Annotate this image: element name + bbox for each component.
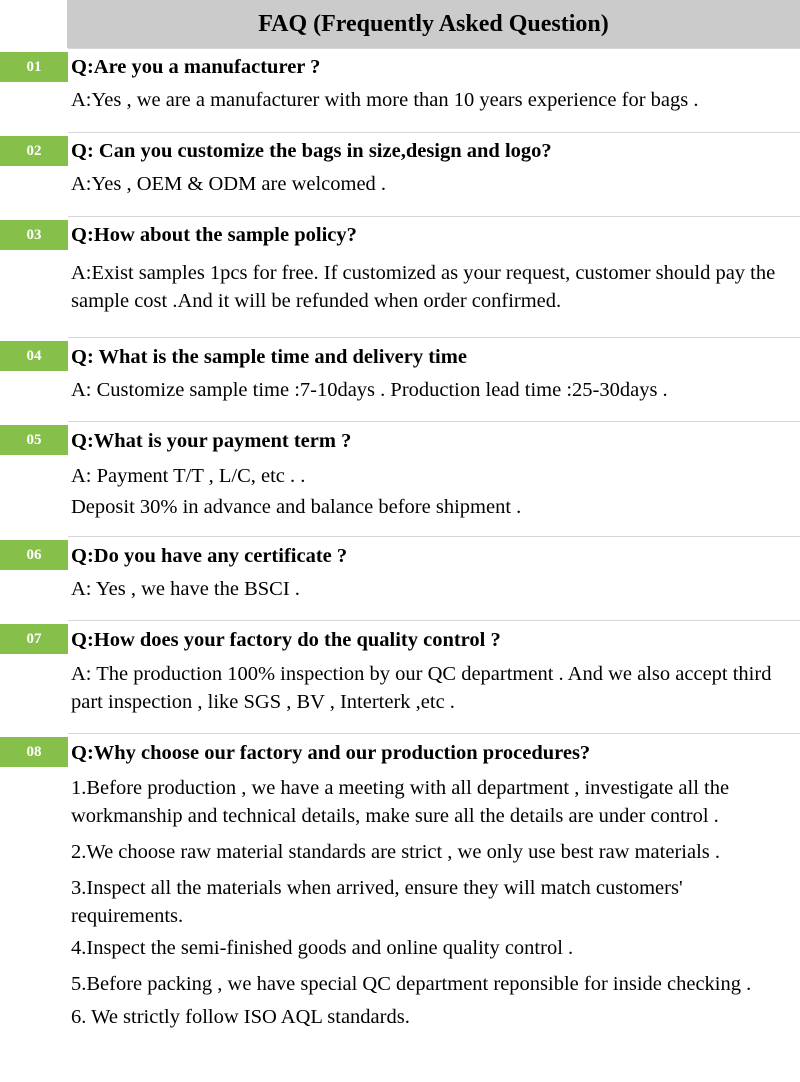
faq-answer xyxy=(71,774,799,1031)
faq-answer-line: 2.We choose raw material standards are strict , we only use best raw materials . xyxy=(71,841,720,863)
faq-question: Q:Do you have any certificate ? xyxy=(71,545,348,567)
faq-question: Q:Are you a manufacturer ? xyxy=(71,56,321,78)
faq-answer-line: A: The production 100% inspection by our QC department . And we also accept third part inspection , like SGS , BV , Interterk ,etc . xyxy=(71,663,772,713)
faq-answer xyxy=(71,462,799,521)
faq-answer xyxy=(71,170,799,198)
faq-answer-line: 6. We strictly follow ISO AQL standards. xyxy=(71,1006,410,1028)
faq-question: Q:How does your factory do the quality control ? xyxy=(71,629,501,651)
faq-question: Q: What is the sample time and delivery time xyxy=(71,346,467,368)
faq-answer-line: A: Customize sample time :7-10days . Production lead time :25-30days . xyxy=(71,379,668,401)
faq-number-badge: 01 xyxy=(0,52,68,82)
divider xyxy=(68,620,800,621)
faq-question: Q:What is your payment term ? xyxy=(71,430,352,452)
faq-number-badge: 05 xyxy=(0,425,68,455)
faq-answer xyxy=(71,376,799,404)
faq-question: Q:How about the sample policy? xyxy=(71,224,357,246)
faq-number-badge: 03 xyxy=(0,220,68,250)
divider xyxy=(68,48,800,49)
page-title: FAQ (Frequently Asked Question) xyxy=(258,10,609,37)
divider xyxy=(68,733,800,734)
faq-number-badge: 08 xyxy=(0,737,68,767)
faq-answer-line: A:Yes , OEM & ODM are welcomed . xyxy=(71,173,387,195)
divider xyxy=(68,132,800,133)
faq-number-badge: 06 xyxy=(0,540,68,570)
faq-answer-line: A: Yes , we have the BSCI . xyxy=(71,578,300,600)
faq-answer xyxy=(71,86,799,114)
faq-question: Q: Can you customize the bags in size,design and logo? xyxy=(71,140,552,162)
faq-answer-line: 4.Inspect the semi-finished goods and online quality control . xyxy=(71,937,574,959)
divider xyxy=(68,337,800,338)
faq-answer-line: 5.Before packing , we have special QC department reponsible for inside checking . xyxy=(71,973,752,995)
faq-answer xyxy=(71,660,799,716)
faq-answer-line: 1.Before production , we have a meeting with all department , investigate all the workmanship and technical details, make sure all the details are under control . xyxy=(71,777,730,827)
faq-answer-line: 3.Inspect all the materials when arrived, ensure they will match customers' requirements. xyxy=(71,877,683,927)
faq-number-badge: 04 xyxy=(0,341,68,371)
divider xyxy=(68,216,800,217)
faq-header xyxy=(67,0,800,48)
divider xyxy=(68,421,800,422)
faq-answer-line: A: Payment T/T , L/C, etc . . xyxy=(71,465,306,487)
faq-number-badge: 07 xyxy=(0,624,68,654)
faq-answer xyxy=(71,259,799,315)
faq-answer-line: Deposit 30% in advance and balance before shipment . xyxy=(71,496,522,518)
faq-answer-line: A:Yes , we are a manufacturer with more than 10 years experience for bags . xyxy=(71,89,699,111)
faq-number-badge: 02 xyxy=(0,136,68,166)
faq-answer xyxy=(71,575,799,603)
divider xyxy=(68,536,800,537)
faq-question: Q:Why choose our factory and our production procedures? xyxy=(71,742,591,764)
faq-answer-line: A:Exist samples 1pcs for free. If customized as your request, customer should pay the sample cost .And it will be refunded when order confirmed. xyxy=(71,262,776,312)
